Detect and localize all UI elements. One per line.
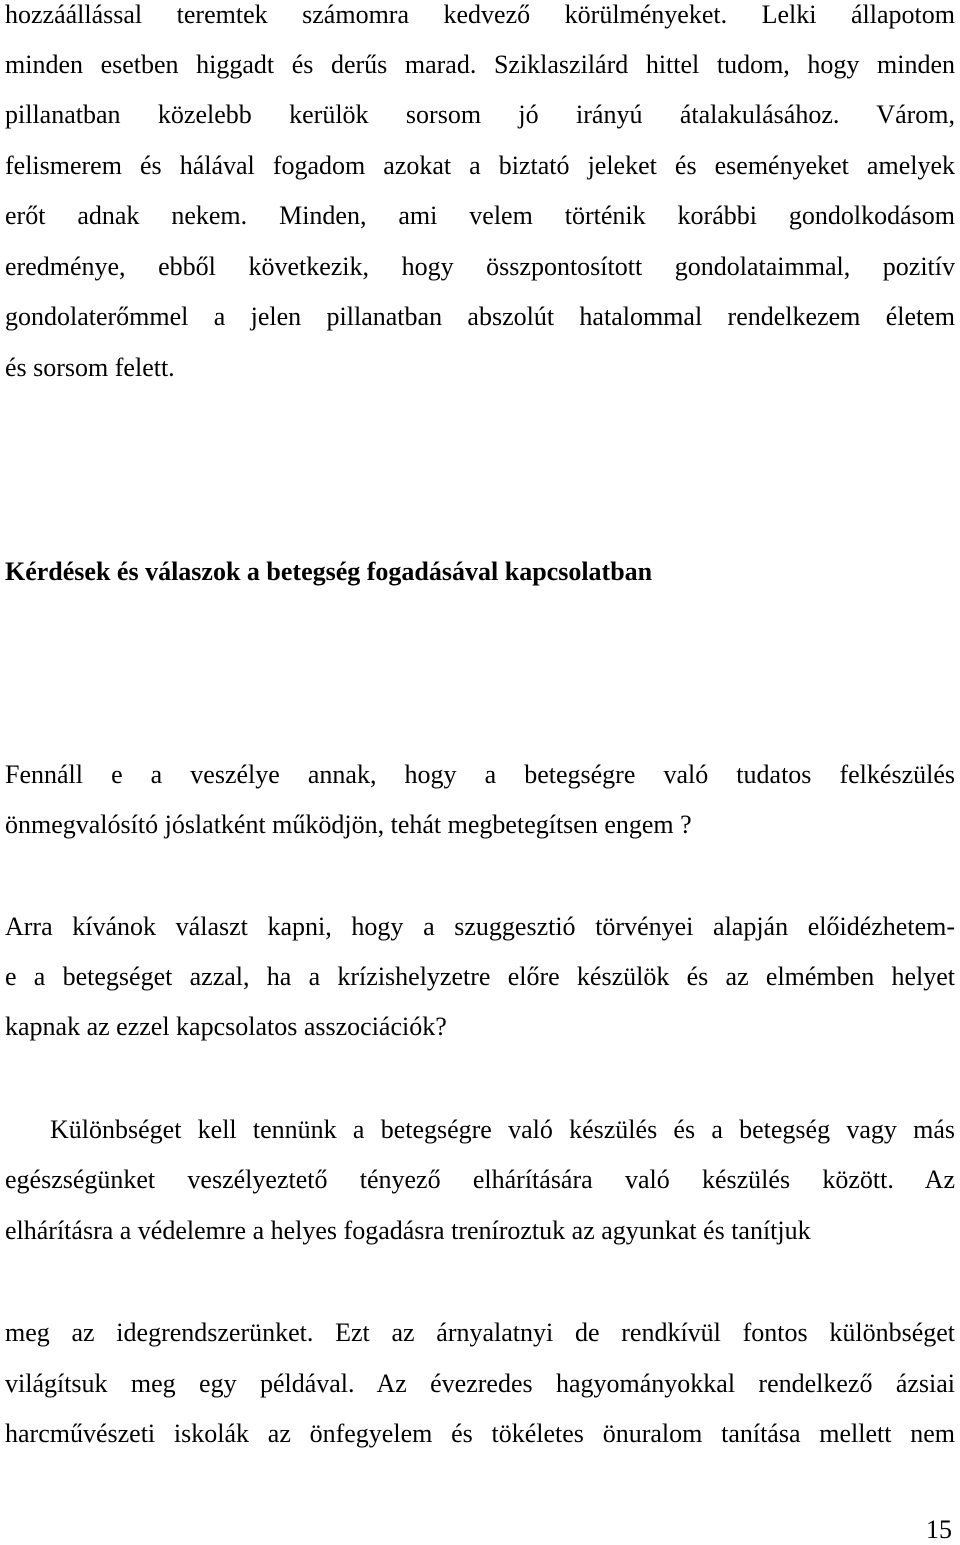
text-line: hozzáállással teremtek számomra kedvező körülményeket. Lelki állapotom [5,0,955,29]
text-line: pillanatban közelebb kerülök sorsom jó irányú átalakulásához. Várom, [5,100,955,129]
page-number: 15 [926,1515,952,1544]
text-line: önmegvalósító jóslatként működjön, tehát megbetegítsen engem ? [5,810,692,839]
text-line: e a betegséget azzal, ha a krízishelyzetre előre készülök és az elmémben helyet [5,962,955,991]
text-line: és sorsom felett. [5,353,175,382]
text-line: felismerem és hálával fogadom azokat a biztató jeleket és eseményeket amelyek [5,151,955,180]
text-line: Különbséget kell tennünk a betegségre való készülés és a betegség vagy más [50,1115,955,1144]
text-line: Arra kívánok választ kapni, hogy a szuggesztió törvényei alapján előidézhetem- [5,912,955,941]
section-heading: Kérdések és válaszok a betegség fogadásával kapcsolatban [5,557,653,586]
text-line: Fennáll e a veszélye annak, hogy a betegségre való tudatos felkészülés [5,760,955,789]
text-line: világítsuk meg egy példával. Az évezredes hagyományokkal rendelkező ázsiai [5,1369,955,1398]
text-line: kapnak az ezzel kapcsolatos asszociációk? [5,1012,447,1041]
text-line: egészségünket veszélyeztető tényező elhárítására való készülés között. Az [5,1165,955,1194]
text-line: minden esetben higgadt és derűs marad. Sziklaszilárd hittel tudom, hogy minden [5,50,955,79]
text-line: eredménye, ebből következik, hogy összpontosított gondolataimmal, pozitív [5,252,955,281]
text-line: erőt adnak nekem. Minden, ami velem történik korábbi gondolkodásom [5,201,955,230]
text-line: elhárításra a védelemre a helyes fogadásra treníroztuk az agyunkat és tanítjuk [5,1216,811,1245]
text-line: meg az idegrendszerünket. Ezt az árnyalatnyi de rendkívül fontos különbséget [5,1318,955,1347]
text-line: harcművészeti iskolák az önfegyelem és tökéletes önuralom tanítása mellett nem [5,1419,955,1448]
text-line: gondolaterőmmel a jelen pillanatban abszolút hatalommal rendelkezem életem [5,302,955,331]
